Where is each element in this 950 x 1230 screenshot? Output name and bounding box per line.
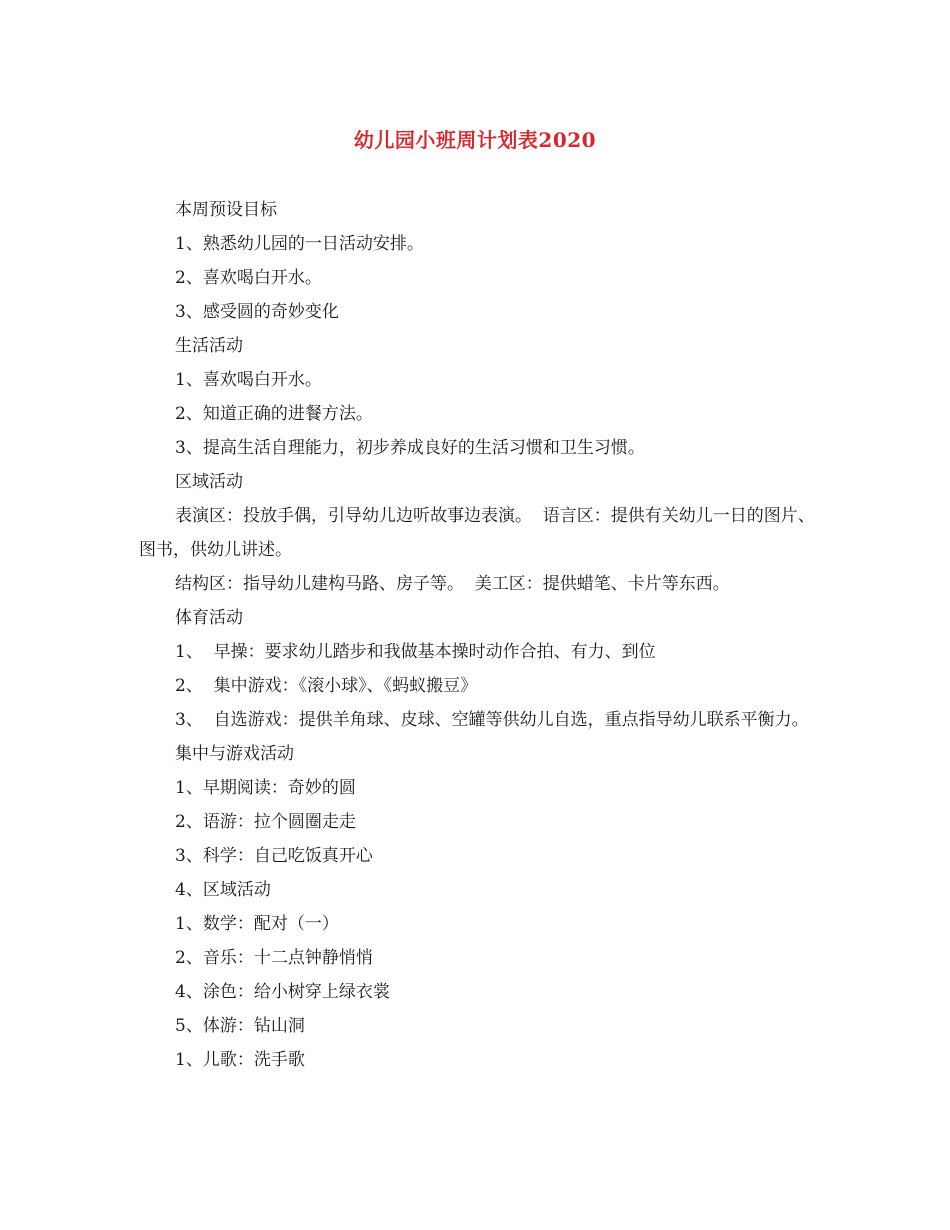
paragraph: 2、喜欢喝白开水。 [175,268,322,288]
paragraph: 3、 自选游戏：提供羊角球、皮球、空罐等供幼儿自选，重点指导幼儿联系平衡力。 [175,710,809,730]
paragraph: 1、数学：配对（一） [175,914,339,934]
paragraph: 1、 早操：要求幼儿踏步和我做基本操时动作合拍、有力、到位 [175,642,656,662]
paragraph: 4、涂色：给小树穿上绿衣裳 [175,982,390,1002]
paragraph: 3、科学：自己吃饭真开心 [175,846,373,866]
paragraph: 2、知道正确的进餐方法。 [175,404,373,424]
paragraph: 区域活动 [175,472,243,492]
document-body [139,193,819,1077]
paragraph: 1、喜欢喝白开水。 [175,370,322,390]
paragraph: 3、感受圆的奇妙变化 [175,302,339,322]
paragraph: 集中与游戏活动 [175,744,294,764]
paragraph: 4、区域活动 [175,880,271,900]
document-title: 幼儿园小班周计划表2020 [353,128,597,152]
paragraph: 表演区：投放手偶，引导幼儿边听故事边表演。 语言区：提供有关幼儿一日的图片、图书，供幼儿讲述。 [139,506,815,560]
paragraph: 体育活动 [175,608,243,628]
paragraph: 1、早期阅读：奇妙的圆 [175,778,356,798]
paragraph: 5、体游：钻山洞 [175,1016,305,1036]
paragraph: 1、儿歌：洗手歌 [175,1050,305,1070]
paragraph: 1、熟悉幼儿园的一日活动安排。 [175,234,424,254]
paragraph: 生活活动 [175,336,243,356]
paragraph: 2、语游：拉个圆圈走走 [175,812,356,832]
paragraph: 3、提高生活自理能力，初步养成良好的生活习惯和卫生习惯。 [175,438,645,458]
paragraph: 2、音乐：十二点钟静悄悄 [175,948,373,968]
paragraph: 本周预设目标 [175,200,277,220]
paragraph: 结构区：指导幼儿建构马路、房子等。 美工区：提供蜡笔、卡片等东西。 [175,574,730,594]
paragraph: 2、 集中游戏：《滚小球》、《蚂蚁搬豆》 [175,676,478,696]
